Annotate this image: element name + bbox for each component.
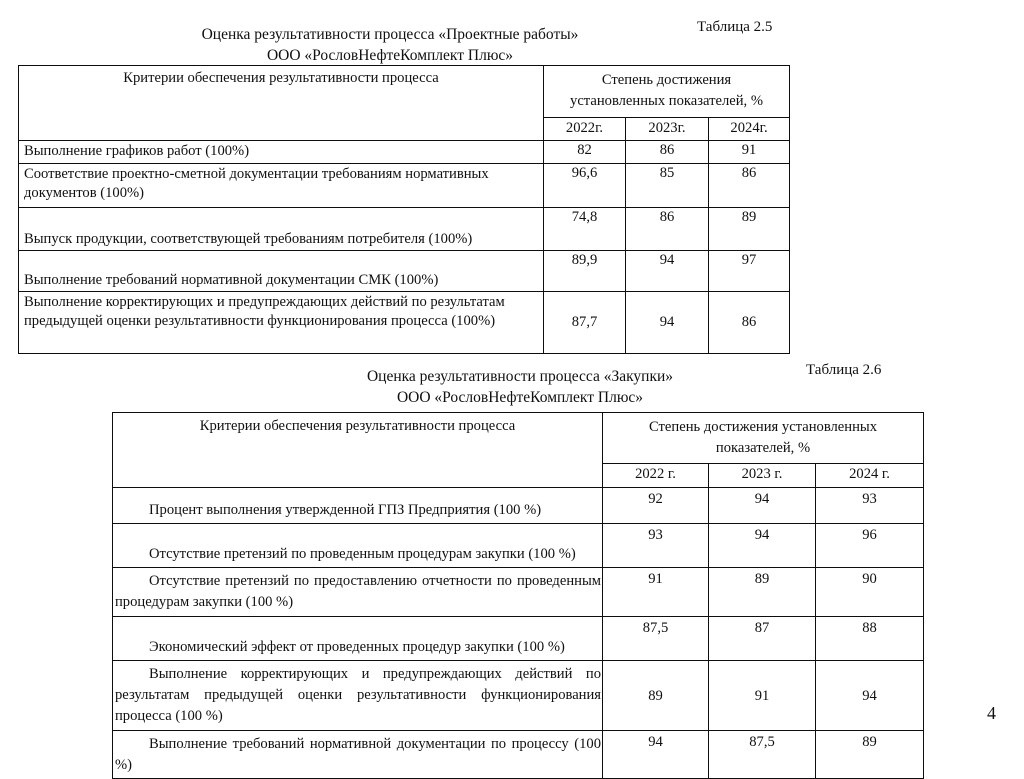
table-26-label: Таблица 2.6: [806, 362, 882, 378]
table-row: [113, 488, 924, 524]
table-26-cell-criteria: Выполнение корректирующих и предупреждающих действий по результатам предыдущей оценки результативности функционирования процесса (100 %): [113, 661, 603, 731]
table-25-cell-criteria: Выпуск продукции, соответствующей требованиям потребителя (100%): [19, 208, 544, 251]
table-26-cell-2024: 90: [816, 568, 924, 617]
table-25-cell-2024: 86: [709, 292, 790, 354]
table-25-cell-criteria: Выполнение требований нормативной документации СМК (100%): [19, 251, 544, 292]
table-26-caption-line-1: Оценка результативности процесса «Закупки»: [366, 368, 674, 385]
table-row: [113, 617, 924, 661]
table-25-cell-2022: 96,6: [544, 164, 626, 208]
table-25-header-degree-line-2: установленных показателей, %: [570, 93, 763, 109]
table-row: [19, 292, 790, 354]
table-26-header-criteria: Критерии обеспечения результативности процесса: [113, 413, 603, 488]
table-25-caption-line-1: Оценка результативности процесса «Проектные работы»: [201, 26, 579, 43]
table-26-header-year-2024: 2024 г.: [816, 464, 924, 488]
table-25-cell-2022: 82: [544, 141, 626, 164]
table-25: [18, 65, 790, 354]
table-26-cell-criteria: Процент выполнения утвержденной ГПЗ Предприятия (100 %): [113, 488, 603, 524]
table-25-cell-2024: 89: [709, 208, 790, 251]
table-25-cell-2024: 97: [709, 251, 790, 292]
table-25-caption-line-2: ООО «РословНефтеКомплект Плюс»: [266, 47, 514, 64]
table-26-cell-2024: 88: [816, 617, 924, 661]
table-26-cell-criteria: Выполнение требований нормативной документации по процессу (100 %): [113, 731, 603, 779]
table-26-cell-criteria: Отсутствие претензий по предоставлению отчетности по проведенным процедурам закупки (100 %): [113, 568, 603, 617]
table-25-cell-2023: 86: [626, 141, 709, 164]
table-26-cell-2022: 87,5: [603, 617, 709, 661]
table-26-cell-2024: 94: [816, 661, 924, 731]
table-26-cell-2024: 96: [816, 524, 924, 568]
table-25-cell-criteria: Выполнение графиков работ (100%): [19, 141, 544, 164]
table-25-header-degree-line-1: Степень достижения: [601, 72, 732, 88]
table-25-label: Таблица 2.5: [697, 19, 773, 35]
table-25-cell-criteria: Соответствие проектно-сметной документации требованиям нормативных документов (100%): [19, 164, 544, 208]
table-26-header-year-2022: 2022 г.: [603, 464, 709, 488]
table-25-cell-2022: 74,8: [544, 208, 626, 251]
table-26-cell-2022: 93: [603, 524, 709, 568]
table-25-header-year-2024: 2024г.: [709, 118, 790, 141]
table-row: [19, 164, 790, 208]
table-25-header-year-2022: 2022г.: [544, 118, 626, 141]
table-26-caption-line-2: ООО «РословНефтеКомплект Плюс»: [396, 389, 644, 406]
table-26-cell-2024: 93: [816, 488, 924, 524]
table-row: [113, 731, 924, 779]
table-26-cell-2022: 94: [603, 731, 709, 779]
table-25-cell-2023: 86: [626, 208, 709, 251]
table-26-header-year-2023: 2023 г.: [709, 464, 816, 488]
table-25-cell-2023: 94: [626, 251, 709, 292]
table-25-cell-2022: 87,7: [544, 292, 626, 354]
table-25-header-row-1: [19, 66, 790, 118]
table-26-cell-2022: 92: [603, 488, 709, 524]
table-26-caption: [265, 366, 775, 408]
table-row: [19, 141, 790, 164]
table-row: [113, 524, 924, 568]
table-26-header-row-1: [113, 413, 924, 464]
table-26-cell-criteria: Экономический эффект от проведенных процедур закупки (100 %): [113, 617, 603, 661]
table-26-cell-2023: 94: [709, 488, 816, 524]
table-row: [113, 568, 924, 617]
table-25-cell-2023: 85: [626, 164, 709, 208]
table-26-cell-2023: 87: [709, 617, 816, 661]
table-25-cell-criteria: Выполнение корректирующих и предупреждающих действий по результатам предыдущей оценки результативности функционирования процесса (100%): [19, 292, 544, 354]
table-26-cell-criteria: Отсутствие претензий по проведенным процедурам закупки (100 %): [113, 524, 603, 568]
table-26-cell-2023: 94: [709, 524, 816, 568]
table-25-cell-2023: 94: [626, 292, 709, 354]
table-25-cell-2024: 91: [709, 141, 790, 164]
table-25-header-degree: [544, 66, 790, 118]
table-26-cell-2023: 87,5: [709, 731, 816, 779]
page-number: 4: [987, 703, 996, 723]
table-26-cell-2022: 89: [603, 661, 709, 731]
table-26-header-degree: [603, 413, 924, 464]
table-26-cell-2024: 89: [816, 731, 924, 779]
table-25-header-criteria: Критерии обеспечения результативности процесса: [19, 66, 544, 141]
table-25-cell-2024: 86: [709, 164, 790, 208]
table-26-cell-2022: 91: [603, 568, 709, 617]
table-26-header-degree-line-2: показателей, %: [715, 440, 811, 456]
table-26-header-degree-line-1: Степень достижения установленных: [649, 419, 878, 435]
table-26-cell-2023: 89: [709, 568, 816, 617]
table-26-cell-2023: 91: [709, 661, 816, 731]
table-25-caption: [130, 24, 650, 66]
table-row: [19, 251, 790, 292]
table-row: [19, 208, 790, 251]
table-26: [112, 412, 924, 779]
table-25-header-year-2023: 2023г.: [626, 118, 709, 141]
table-25-cell-2022: 89,9: [544, 251, 626, 292]
table-row: [113, 661, 924, 731]
